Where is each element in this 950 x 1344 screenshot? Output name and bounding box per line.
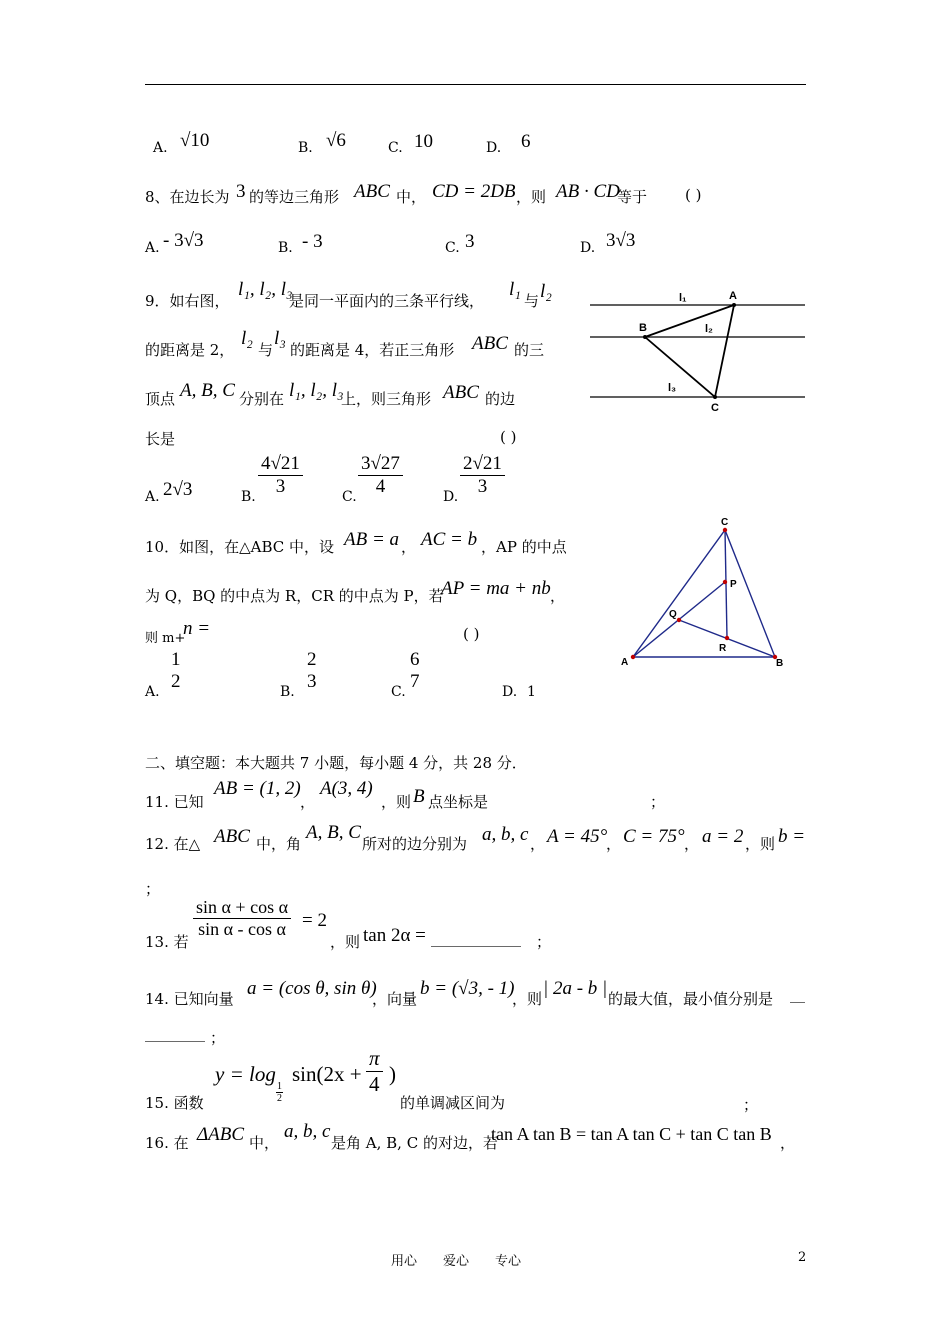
vertex-a-dot — [732, 303, 736, 307]
q10-option-c-denominator: 7 — [410, 671, 420, 692]
q12-text-2: 中，角 — [256, 835, 302, 853]
q14-text-3: ，则 — [512, 990, 543, 1008]
q9-option-d-fraction — [460, 453, 505, 498]
q14-text-4: 的最大值，最小值分别是 — [608, 990, 774, 1008]
q15-log-base — [276, 1081, 283, 1104]
q10-n: n = — [183, 618, 211, 639]
q11-end: ； — [650, 793, 666, 811]
q9-option-c-label: C. — [342, 489, 357, 505]
q12-text-5: ， — [606, 835, 622, 853]
q12-text-1: 12. 在△ — [145, 835, 201, 853]
q14-end: ； — [210, 1029, 226, 1047]
label-r: R — [719, 643, 727, 654]
q9-option-b-fraction — [258, 453, 303, 498]
q9-abc: ABC — [472, 333, 508, 354]
q14-blank-2: ________ — [145, 1024, 205, 1042]
q7-option-d-value: 6 — [521, 131, 531, 152]
q9-option-d-label: D. — [443, 489, 459, 505]
q9-text-8: 顶点 — [145, 390, 176, 408]
q13-fraction — [193, 897, 291, 940]
q16-condition: tan A tan B = tan A tan C + tan C tan B — [491, 1124, 772, 1144]
q11-text-4: 点坐标是 — [428, 793, 489, 811]
label-c: C — [721, 517, 729, 528]
q13-denominator: sin α - cos α — [193, 918, 291, 940]
label-l1: l₁ — [679, 292, 687, 304]
q8-abc: ABC — [354, 181, 390, 202]
q13-text-1: 13. 若 — [145, 933, 189, 951]
q8-option-b-value: - 3 — [302, 231, 323, 252]
q9-option-b-label: B. — [241, 489, 256, 505]
q10-option-d-value: 1 — [527, 684, 536, 700]
section-2-heading: 二、填空题：本大题共 7 小题，每小题 4 分，共 28 分． — [145, 754, 527, 772]
label-b: B — [776, 658, 784, 669]
q10-text-3: ，AP 的中点 — [481, 538, 567, 556]
label-p: P — [730, 579, 737, 590]
q15-y-log: y = log — [215, 1062, 276, 1086]
q15-text-1: 15. 函数 — [145, 1094, 204, 1112]
q10-text-1: 10．如图，在△ABC 中，设 — [145, 538, 335, 556]
q10-option-a-label: A. — [145, 684, 160, 700]
q8-text-3: 中， — [396, 188, 427, 206]
q10-option-a-numerator: 1 — [171, 649, 181, 670]
q7-option-a-label: A. — [153, 140, 168, 156]
q9-parallel-lines-figure — [585, 285, 810, 415]
q9-option-a-value: 2√3 — [163, 479, 193, 500]
q8-text-2: 的等边三角形 — [249, 188, 340, 206]
point-q-dot — [677, 618, 681, 622]
q8-text-4: ，则 — [516, 188, 547, 206]
q13-blank: ____________ — [431, 929, 521, 947]
q9-text-7: 的三 — [514, 341, 545, 359]
q9-option-c-fraction — [358, 453, 403, 498]
q10-option-b-label: B. — [280, 684, 295, 700]
q10-option-d-label: D. — [502, 684, 518, 700]
q13-equals-2: = 2 — [302, 910, 327, 931]
point-p-dot — [723, 580, 727, 584]
q16-text-2: 中， — [249, 1134, 280, 1152]
label-q: Q — [669, 609, 677, 620]
q16-triangle: ΔABC — [197, 1124, 245, 1145]
q7-option-c-value: 10 — [414, 131, 433, 152]
q10-ap: AP = ma + nb — [441, 578, 551, 599]
q9-lines: l₁, l₂, l₃ — [238, 279, 293, 300]
q12-text-4: ， — [530, 835, 546, 853]
q9-option-a-label: A. — [145, 489, 160, 505]
q10-option-a-denominator: 2 — [171, 671, 181, 692]
triangle-abc — [633, 530, 775, 657]
q9-vertices: A, B, C — [180, 380, 235, 401]
q9-l2b: l₂ — [241, 328, 253, 349]
q9-option-d-denominator: 3 — [460, 475, 505, 498]
q15-base-denominator: 2 — [277, 1093, 282, 1104]
q12-end: ； — [145, 880, 161, 898]
header-rule — [145, 84, 806, 85]
q9-l3: l₃ — [274, 328, 286, 349]
q9-answer-paren: ( ) — [500, 428, 517, 446]
label-l2: l₂ — [705, 323, 713, 335]
q10-text-4: 为 Q，BQ 的中点为 R，CR 的中点为 P，若 — [145, 587, 444, 605]
q15-four: 4 — [366, 1071, 383, 1097]
q14-blank-1: __ — [790, 985, 805, 1003]
vertex-b-dot — [643, 335, 647, 339]
label-c: C — [711, 402, 719, 414]
q12-sides: a, b, c — [482, 824, 529, 845]
q9-option-c-denominator: 4 — [358, 475, 403, 498]
q10-answer-paren: ( ) — [463, 625, 480, 643]
q11-text-1: 11. 已知 — [145, 793, 204, 811]
q10-option-b-denominator: 3 — [307, 671, 317, 692]
q9-l1: l₁ — [509, 279, 521, 300]
q15-pi: π — [369, 1046, 380, 1070]
label-a: A — [621, 657, 629, 668]
page-number: 2 — [798, 1250, 807, 1265]
q10-option-c-fraction — [407, 649, 423, 693]
q11-text-2: ， — [300, 793, 316, 811]
q9-option-d-numerator: 2√21 — [463, 453, 502, 474]
q10-option-b-fraction — [304, 649, 320, 693]
q15-text-2: 的单调减区间为 — [400, 1094, 506, 1112]
q10-text-6: 则 m+ — [145, 631, 186, 646]
footer-motto: 用心 爱心 专心 — [391, 1254, 522, 1269]
q9-text-11: 的边 — [485, 390, 516, 408]
q9-l2: l₂ — [540, 281, 552, 302]
q8-option-c-value: 3 — [465, 231, 475, 252]
label-a: A — [729, 290, 737, 302]
q9-text-4: 的距离是 2， — [145, 341, 235, 359]
q8-condition: CD = 2DB — [432, 181, 516, 202]
q8-answer-paren: ( ) — [685, 186, 702, 204]
q9-text-10: 上，则三角形 — [341, 390, 432, 408]
q9-text-2: 是同一平面内的三条平行线， — [289, 292, 485, 310]
q15-base-numerator: 1 — [277, 1081, 282, 1092]
q15-close-paren: ) — [389, 1062, 396, 1086]
q7-option-c-label: C. — [388, 140, 403, 156]
triangle-abc — [645, 305, 734, 397]
point-a-dot — [631, 655, 635, 659]
q8-text-5: 等于 — [617, 188, 648, 206]
q9-text-1: 9．如右图， — [145, 292, 230, 310]
q8-option-d-value: 3√3 — [606, 230, 636, 251]
q8-option-a-label: A. — [145, 240, 160, 256]
q10-option-a-fraction — [168, 649, 184, 693]
q10-option-b-numerator: 2 — [307, 649, 317, 670]
q10-option-c-numerator: 6 — [410, 649, 420, 670]
q10-ab: AB = a — [344, 529, 400, 550]
q10-text-2: ， — [401, 538, 417, 556]
q7-option-d-label: D. — [486, 140, 502, 156]
q12-text-6: ， — [684, 835, 700, 853]
q9-abc-2: ABC — [443, 382, 479, 403]
q11-point-a: A(3, 4) — [320, 778, 373, 799]
q12-text-7: ，则 — [745, 835, 776, 853]
q16-end: ， — [780, 1134, 796, 1152]
q13-end: ； — [536, 933, 552, 951]
q7-option-b-value: √6 — [326, 130, 346, 151]
point-c-dot — [723, 528, 727, 532]
q10-triangle-figure — [615, 510, 795, 672]
q10-option-c-label: C. — [391, 684, 406, 700]
q14-norm: | 2a - b | — [543, 978, 608, 999]
q11-vector-ab: AB = (1, 2) — [214, 778, 301, 799]
q15-end: ； — [743, 1096, 759, 1114]
q9-option-b-numerator: 4√21 — [261, 453, 300, 474]
q12-text-3: 所对的边分别为 — [362, 835, 468, 853]
q12-side-a: a = 2 — [702, 826, 744, 847]
q14-vector-b: b = (√3, - 1) — [420, 978, 515, 999]
q8-dot-product: AB · CD — [556, 181, 620, 202]
q16-sides: a, b, c — [284, 1121, 331, 1142]
q12-angles: A, B, C — [306, 822, 361, 843]
q16-text-1: 16. 在 — [145, 1134, 189, 1152]
q15-sin: sin(2x + — [292, 1062, 362, 1086]
q15-pi-over-4 — [366, 1046, 383, 1097]
label-l3: l₃ — [668, 382, 677, 394]
q14-text-1: 14. 已知向量 — [145, 990, 234, 1008]
q8-option-b-label: B. — [278, 240, 293, 256]
q8-text-1: 8、在边长为 — [145, 188, 230, 206]
q12-abc: ABC — [214, 826, 250, 847]
vertex-c-dot — [713, 395, 717, 399]
q10-text-5: ， — [550, 587, 566, 605]
q10-ac: AC = b — [421, 529, 478, 550]
q8-option-a-value: - 3√3 — [163, 230, 204, 251]
q9-lines-2: l₁, l₂, l₃ — [289, 380, 344, 401]
q13-text-2: ，则 — [330, 933, 361, 951]
q16-text-3: 是角 A, B, C 的对边，若 — [331, 1134, 498, 1152]
q11-text-3: ，则 — [381, 793, 412, 811]
point-r-dot — [725, 636, 729, 640]
label-b: B — [639, 322, 647, 334]
q13-numerator: sin α + cos α — [196, 897, 289, 917]
q12-side-b: b = — [778, 826, 806, 847]
q14-vector-a: a = (cos θ, sin θ) — [247, 978, 377, 999]
q13-tan2a: tan 2α = — [363, 925, 426, 946]
q12-angle-c: C = 75° — [623, 826, 685, 847]
q11-b: B — [413, 786, 425, 807]
q9-text-5: 与 — [258, 341, 274, 359]
q9-option-b-denominator: 3 — [258, 475, 303, 498]
q8-option-c-label: C. — [445, 240, 460, 256]
q7-option-b-label: B. — [298, 140, 313, 156]
q9-text-12: 长是 — [145, 430, 176, 448]
q9-text-6: 的距离是 4，若正三角形 — [290, 341, 455, 359]
q14-text-2: ，向量 — [372, 990, 418, 1008]
q9-option-c-numerator: 3√27 — [361, 453, 400, 474]
q8-side-length: 3 — [236, 181, 246, 202]
q8-option-d-label: D. — [580, 240, 596, 256]
q9-text-3: 与 — [524, 292, 540, 310]
q7-option-a-value: √10 — [180, 130, 210, 151]
q12-angle-a: A = 45° — [547, 826, 608, 847]
q9-text-9: 分别在 — [239, 390, 285, 408]
